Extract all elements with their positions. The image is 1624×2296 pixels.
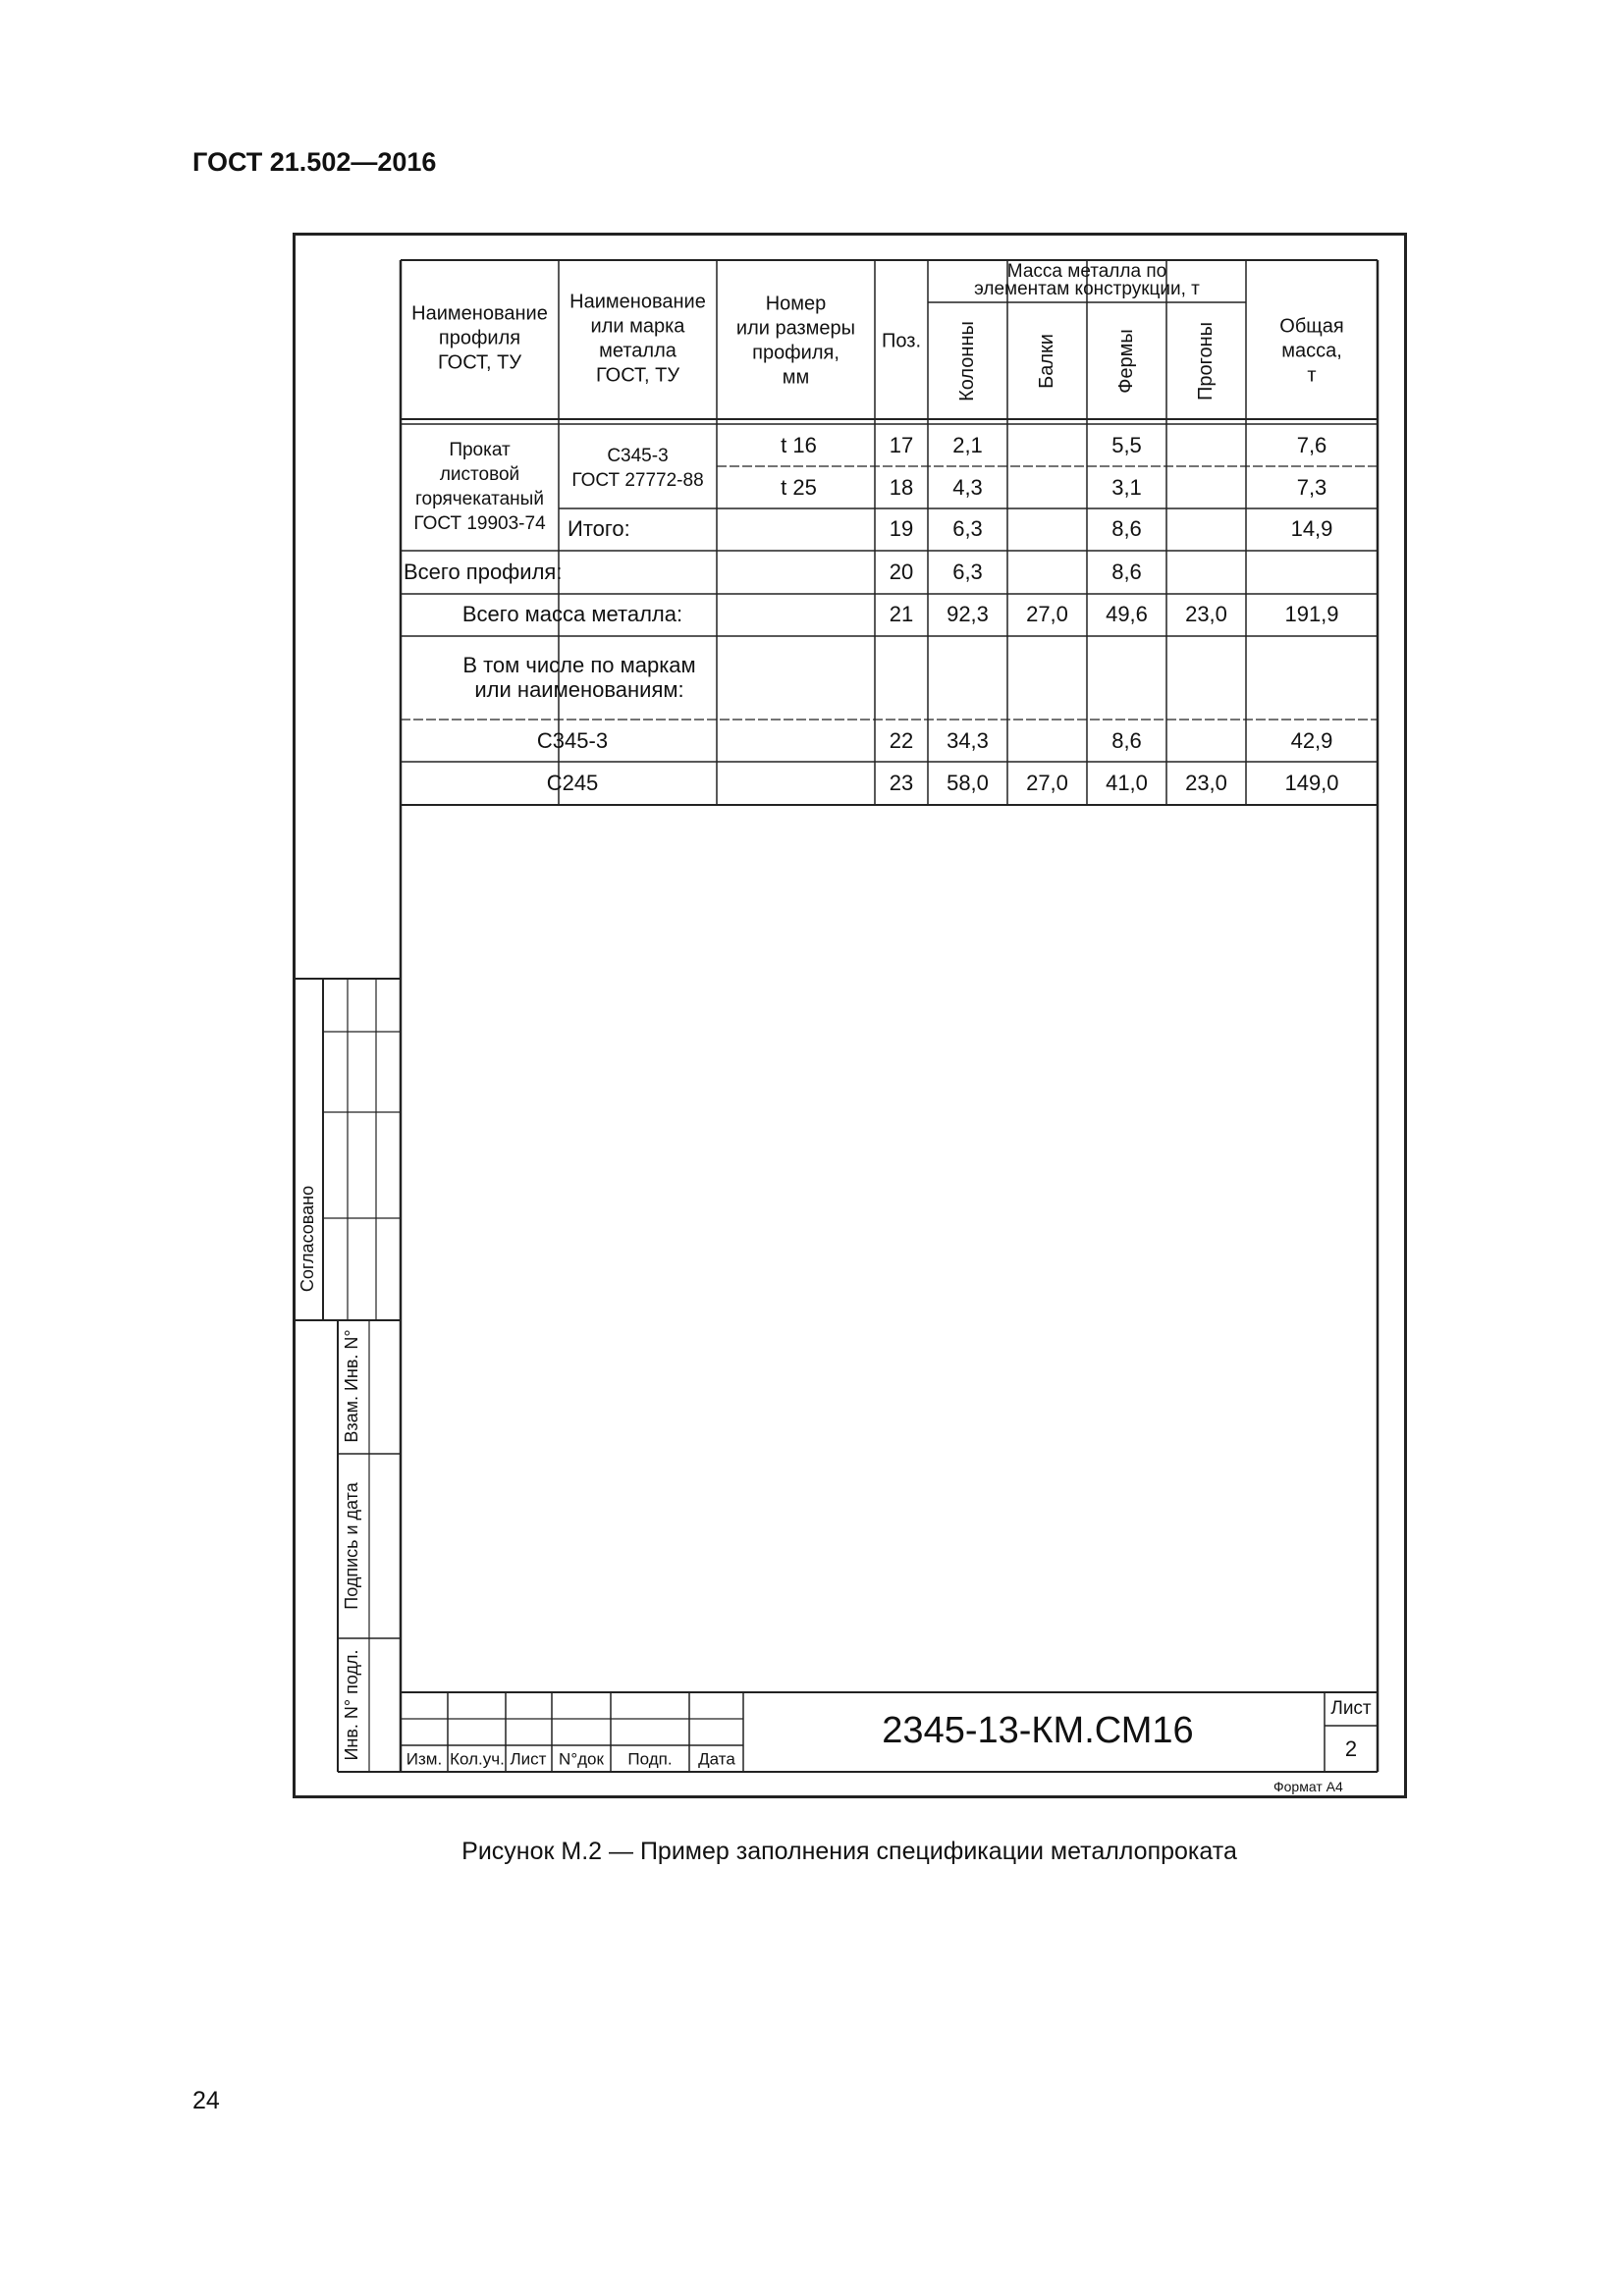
- row-label: Всего профиля:: [404, 559, 563, 584]
- row-total: 7,3: [1296, 474, 1327, 500]
- row-kolonny: 2,1: [952, 432, 983, 457]
- row-total: 14,9: [1290, 515, 1333, 541]
- header-profile: профиля: [438, 327, 521, 349]
- title-block-column-label: Подп.: [627, 1749, 673, 1769]
- row-total: 42,9: [1290, 727, 1333, 753]
- sheet-number: 2: [1344, 1735, 1358, 1761]
- header-fermy: Фермы: [1114, 329, 1137, 394]
- header-metal: металла: [599, 340, 677, 362]
- row-progony: 23,0: [1185, 770, 1227, 795]
- row-kolonny: 34,3: [947, 727, 989, 753]
- profile-name: горячекатаный: [415, 489, 544, 510]
- row-total: 191,9: [1284, 601, 1339, 626]
- sheet-label: Лист: [1330, 1698, 1372, 1720]
- header-mass-group: Масса металла по: [1006, 261, 1167, 283]
- header-profile: Наименование: [411, 302, 548, 325]
- row-fermy: 5,5: [1111, 432, 1142, 457]
- header-size: мм: [782, 366, 810, 389]
- title-block-column-label: Лист: [510, 1749, 547, 1769]
- title-block-column-label: Кол.уч.: [450, 1749, 505, 1769]
- header-total: т: [1307, 364, 1317, 387]
- row-fermy: 3,1: [1111, 474, 1142, 500]
- profile-name: листовой: [439, 464, 520, 486]
- row-kolonny: 6,3: [952, 515, 983, 541]
- row-pos: 19: [889, 515, 914, 541]
- header-progony: Прогоны: [1194, 321, 1217, 401]
- header-total: масса,: [1281, 340, 1342, 362]
- row-balki: 27,0: [1026, 601, 1068, 626]
- row-label: Всего масса металла:: [461, 601, 683, 626]
- row-pos: 18: [889, 474, 914, 500]
- header-size: Номер: [765, 293, 827, 315]
- row-progony: 23,0: [1185, 601, 1227, 626]
- row-label: В том числе по маркам: [462, 652, 696, 677]
- row-pos: 20: [889, 559, 914, 584]
- row-fermy: 41,0: [1106, 770, 1148, 795]
- figure-caption: Рисунок М.2 — Пример заполнения спецификации металлопроката: [461, 1838, 1237, 1865]
- soglasovano-label: Согласовано: [297, 1185, 317, 1293]
- header-metal: Наименование: [569, 291, 706, 313]
- row-pos: 21: [889, 601, 914, 626]
- row-label: С345-3: [536, 727, 609, 753]
- row-fermy: 8,6: [1111, 559, 1142, 584]
- title-block-column-label: Изм.: [406, 1749, 443, 1769]
- profile-name: Прокат: [449, 440, 511, 461]
- format-label: Формат А4: [1273, 1779, 1343, 1794]
- row-fermy: 8,6: [1111, 727, 1142, 753]
- row-kolonny: 58,0: [947, 770, 989, 795]
- row-balki: 27,0: [1026, 770, 1068, 795]
- vzam-inv-label: Взам. Инв. N°: [341, 1329, 361, 1443]
- profile-name: ГОСТ 19903-74: [413, 513, 546, 535]
- document-header: ГОСТ 21.502—2016: [192, 147, 437, 177]
- row-pos: 23: [889, 770, 914, 795]
- page-number: 24: [192, 2087, 220, 2114]
- row-pos: 22: [889, 727, 914, 753]
- row-fermy: 49,6: [1106, 601, 1148, 626]
- title-block-column-label: N°док: [559, 1749, 604, 1769]
- row-fermy: 8,6: [1111, 515, 1142, 541]
- row-total: 7,6: [1296, 432, 1327, 457]
- document-code: 2345-13-КМ.СМ16: [882, 1710, 1194, 1752]
- row-pos: 17: [889, 432, 914, 457]
- podpis-data-label: Подпись и дата: [341, 1482, 361, 1610]
- row-size: t 25: [781, 474, 817, 500]
- row-label: или наименованиям:: [474, 676, 684, 702]
- title-block-column-label: Дата: [698, 1749, 735, 1769]
- inv-podl-label: Инв. N° подл.: [341, 1649, 361, 1761]
- header-profile: ГОСТ, ТУ: [437, 351, 522, 374]
- header-size: профиля,: [752, 342, 839, 364]
- header-total: Общая: [1279, 315, 1344, 338]
- header-metal: или марка: [590, 315, 685, 338]
- row-kolonny: 6,3: [952, 559, 983, 584]
- row-kolonny: 92,3: [947, 601, 989, 626]
- row-total: 149,0: [1284, 770, 1339, 795]
- header-mass-group: элементам конструкции, т: [974, 279, 1200, 300]
- header-metal: ГОСТ, ТУ: [595, 364, 680, 387]
- header-size: или размеры: [735, 317, 856, 340]
- metal-name: ГОСТ 27772-88: [571, 470, 704, 492]
- row-kolonny: 4,3: [952, 474, 983, 500]
- header-pos: Поз.: [882, 330, 921, 352]
- row-label: Итого:: [568, 515, 630, 541]
- header-kolonny: Колонны: [955, 321, 978, 401]
- row-label: С245: [546, 770, 599, 795]
- metal-name: С345-3: [607, 446, 669, 467]
- header-balki: Балки: [1035, 334, 1057, 389]
- row-size: t 16: [781, 432, 817, 457]
